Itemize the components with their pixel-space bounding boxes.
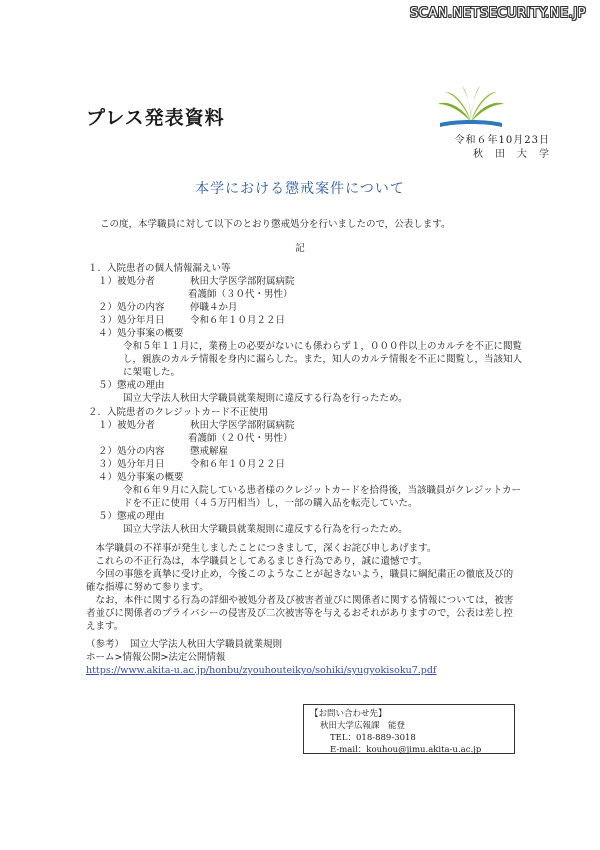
summary-label: ４）処分事案の概要 (98, 472, 184, 483)
case-1 (88, 262, 528, 405)
reason-label: ５）懲戒の理由 (98, 511, 165, 522)
date-block (400, 134, 550, 162)
issuer-name: 秋 田 大 学 (473, 149, 550, 160)
summary-label: ４）処分事案の概要 (98, 328, 184, 339)
reference-path: ホーム>情報公開>法定公開情報 (86, 652, 226, 663)
contact-phone: TEL：018-889-3018 (330, 733, 416, 743)
release-date: 令和６年10月23日 (454, 135, 550, 146)
contact-heading: 【お問い合わせ先】 (310, 709, 387, 719)
date-label: ３）処分年月日 (98, 459, 165, 470)
case-2 (88, 406, 528, 536)
summary-text: 令和５年１１月に，業務上の必要がないにも係わらず１，０００件以上のカルテを不正に閲覧し，親族のカルテ情報を身内に漏らした。また，知人のカルテ情報を不正に閲覧し，当該知人に架電した。 (123, 341, 523, 378)
contact-department: 秋田大学広報課 能登 (320, 721, 406, 731)
reference-label: （参考） (86, 639, 125, 650)
penalty-label: ２）処分の内容 (98, 302, 165, 313)
intro-text: この度，本学職員に対して以下のとおり懲戒処分を行いましたので，公表します。 (100, 219, 451, 230)
date-label: ３）処分年月日 (98, 315, 165, 326)
site-watermark: SCAN.NETSECURITY.NE.JP (409, 6, 586, 21)
ki-marker: 記 (295, 243, 305, 254)
date-value: 令和６年１０月２２日 (190, 459, 286, 470)
contact-email: E-mail：kouhou@jimu.akita-u.ac.jp (330, 745, 482, 755)
penalty-value: 停職４か月 (190, 302, 238, 313)
closing-paragraph: 今回の事態を真摯に受け止め，今後このようなことが起きないよう，職員に綱紀粛正の徹底及び的確な指導に努めて参ります。 (86, 569, 514, 593)
reason-text: 国立大学法人秋田大学職員就業規則に違反する行為を行ったため。 (123, 524, 408, 535)
closing-paragraph: 本学職員の不祥事が発生しましたことにつきまして，深くお詫び申しあげます。 (95, 543, 437, 554)
subject-value: 秋田大学医学部附属病院 (190, 276, 295, 287)
subject-label: １）被処分者 (98, 276, 156, 287)
document-title: 本学における懲戒案件について (195, 181, 405, 197)
penalty-label: ２）処分の内容 (98, 446, 165, 457)
reference-title: 国立大学法人秋田大学職員就業規則 (130, 639, 283, 650)
reason-text: 国立大学法人秋田大学職員就業規則に違反する行為を行ったため。 (123, 393, 408, 404)
penalty-value: 懲戒解雇 (190, 446, 229, 457)
press-release-label: プレス発表資料 (86, 107, 225, 129)
subject-value-detail: 看護師（３０代・男性） (188, 289, 293, 300)
closing-paragraph: なお，本件に関する行為の詳細や被処分者及び被害者並びに関係者に関する情報については，被害者並びに関係者のプライバシーの侵害及び二次被害等を与えるおそれがありますので，公表は差し控えます。 (86, 595, 514, 632)
case-heading: ２．入院患者のクレジットカード不正使用 (88, 407, 268, 418)
reference-section (86, 638, 436, 677)
subject-label: １）被処分者 (98, 420, 156, 431)
subject-value: 秋田大学医学部附属病院 (190, 420, 295, 431)
date-value: 令和６年１０月２２日 (190, 315, 286, 326)
closing-statement (86, 542, 522, 633)
closing-paragraph: これらの不正行為は，本学職員としてあるまじき行為であり，誠に遺憾です。 (95, 556, 428, 567)
summary-text: 令和６年９月に入院している患者様のクレジットカードを拾得後，当該職員がクレジットカードを不正に使用（４５万円相当）し，一部の購入品を転売していた。 (123, 485, 521, 509)
reason-label: ５）懲戒の理由 (98, 380, 165, 391)
university-logo (436, 86, 506, 128)
reference-link[interactable]: https://www.akita-u.ac.jp/honbu/zyouhouteikyo/sohiki/syugyokisoku7.pdf (86, 665, 437, 676)
case-heading: １．入院患者の個人情報漏えい等 (88, 263, 231, 274)
subject-value-detail: 看護師（２０代・男性） (188, 433, 293, 444)
contact-box (303, 704, 515, 754)
